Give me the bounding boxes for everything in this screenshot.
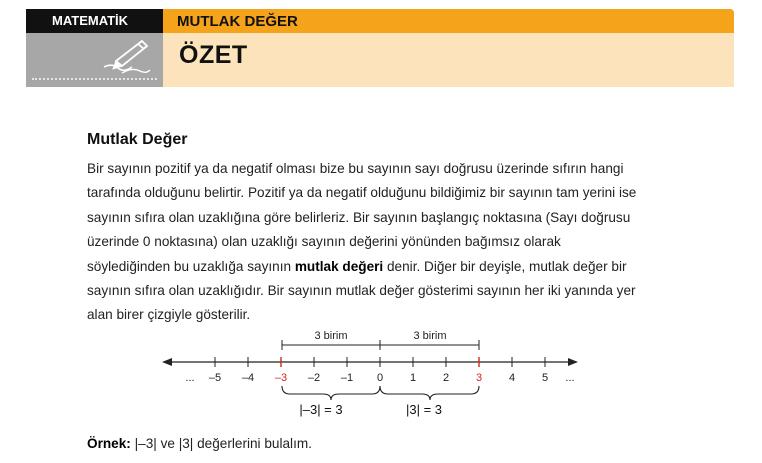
- subject-label: MATEMATİK: [26, 9, 163, 33]
- tick-label: 4: [508, 372, 516, 384]
- left-abs-value: |–3| = 3: [299, 402, 343, 417]
- page-header: [26, 9, 734, 87]
- tick-label: 3: [475, 372, 483, 384]
- text-line: alan birer çizgiyle gösterilir.: [87, 307, 251, 323]
- pencil-panel: [26, 33, 163, 87]
- example-text: |–3| ve |3| değerlerini bulalım.: [130, 436, 312, 451]
- topic-title: MUTLAK DEĞER: [163, 9, 734, 33]
- tick-label: 0: [376, 372, 384, 384]
- section-bar: [163, 33, 734, 87]
- tick-label: –4: [241, 372, 255, 384]
- tick-label: –5: [208, 372, 222, 384]
- section-title: ÖZET: [179, 41, 248, 69]
- text-line: sayının sıfıra olan uzaklığıdır. Bir sayının mutlak değer gösterimi sayının her iki yanında yer: [87, 283, 636, 299]
- right-span-label: 3 birim: [413, 330, 447, 342]
- tick-label: 2: [442, 372, 450, 384]
- tick-label: –2: [307, 372, 321, 384]
- tick-label: 1: [409, 372, 417, 384]
- pencil-writing-icon: [98, 37, 154, 79]
- tick-label: ...: [185, 372, 195, 384]
- text-line: Bir sayının pozitif ya da negatif olması bize bu sayının sayı doğrusu üzerinde sıfırın hangi: [87, 161, 624, 176]
- tick-label: –3: [274, 372, 288, 384]
- tick-label: –1: [340, 372, 354, 384]
- text-line: tarafında olduğunu belirtir. Pozitif ya da negatif olduğunu bildiğimiz bir sayının tam yerini ise: [87, 185, 637, 201]
- left-brace: [282, 386, 380, 400]
- section-heading: Mutlak Değer: [87, 131, 188, 148]
- left-span-label: 3 birim: [314, 330, 348, 342]
- tick-label: 5: [541, 372, 549, 384]
- right-abs-value: |3| = 3: [405, 402, 443, 417]
- text-line: söylediğinden bu uzaklığa sayının mutlak değeri denir. Diğer bir deyişle, mutlak değer bir: [87, 258, 627, 274]
- tick-label: ...: [565, 372, 575, 384]
- body-paragraph: [87, 157, 707, 328]
- number-line-diagram: [150, 322, 600, 422]
- text-line: üzerinde 0 noktasına) olan uzaklığı sayının değerini yönünden bağımsız olarak: [87, 234, 561, 250]
- example-line: [87, 436, 312, 451]
- example-label: Örnek:: [87, 436, 131, 451]
- right-brace: [380, 386, 479, 400]
- text-line: sayının sıfıra olan uzaklığına göre belirleriz. Bir sayının başlangıç noktasına (Sayı doğrusu: [87, 209, 631, 225]
- axis-line: [162, 358, 578, 366]
- bold-term: mutlak değeri: [294, 258, 384, 274]
